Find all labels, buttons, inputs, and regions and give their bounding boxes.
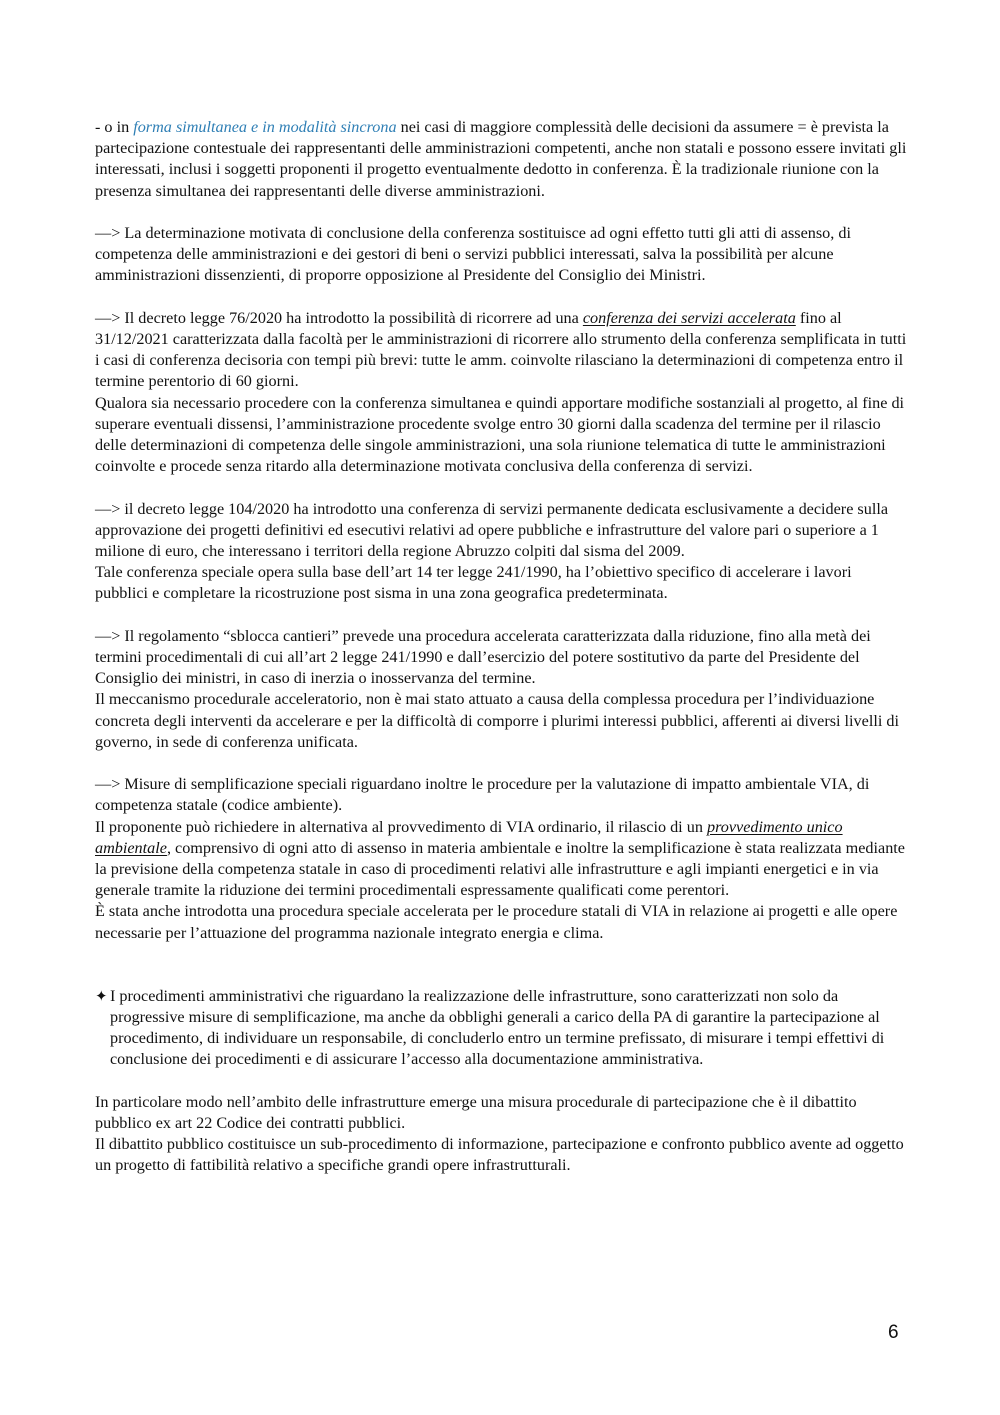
- paragraph-sub-procedimento: Il dibattito pubblico costituisce un sub-procedimento di informazione, partecipazione e confronto pubblico avente ad oggetto un progetto di fattibilità relativo a specifiche grandi opere infrastrutturali.: [95, 1135, 904, 1175]
- paragraph-dl-104-2020: —> il decreto legge 104/2020 ha introdotto una conferenza di servizi permanente dedicata esclusivamente a decidere sulla approvazione dei progetti definitivi ed esecutivi relativi ad opere pubbliche e infrastrutture del valore pari o superiore a 1 milione di euro, che interessano i territori della regione Abruzzo colpiti dal sisma del 2009.: [95, 499, 889, 561]
- page-number: 6: [888, 1322, 899, 1343]
- paragraph-forma-simultanea: - o in forma simultanea e in modalità sincrona nei casi di maggiore complessità delle decisioni da assumere = è prevista la partecipazione contestuale dei rappresentanti delle amministrazioni competenti, anche non statali e possono essere invitati gli interessati, inclusi i soggetti proponenti il progetto eventualmente dedotto in conferenza. È la tradizionale riunione con la presenza simultanea dei rappresentanti delle diverse amministrazioni.: [95, 118, 907, 200]
- paragraph-misure-via: —> Misure di semplificazione speciali riguardano inoltre le procedure per la valutazione di impatto ambientale VIA, di competenza statale (codice ambiente).: [95, 775, 870, 815]
- paragraph-dl-76-2020: —> Il decreto legge 76/2020 ha introdotto la possibilità di ricorrere ad una conferenza dei servizi accelerata fino al 31/12/2021 caratterizzata dalla facoltà per le amministrazioni di ricorrere allo strumento della conferenza semplificata in tutti i casi di conferenza decisoria con tempi più brevi: tutte le amm. coinvolte rilasciano la determinazioni di competenza entro il termine perentorio di 60 giorni.: [95, 308, 907, 391]
- emphasis-provvedimento-unico: provvedimento unico ambientale: [95, 817, 843, 857]
- paragraph-procedura-speciale: È stata anche introdotta una procedura speciale accelerata per le procedure statali di VIA in relazione ai progetti e alle opere necessarie per l’attuazione del programma nazionale integrato energia e clima.: [95, 902, 898, 942]
- paragraph-conferenza-simultanea: Qualora sia necessario procedere con la conferenza simultanea e quindi apportare modifiche sostanziali al progetto, al fine di superare eventuali dissensi, l’amministrazione procedente svolge entro 30 giorni dalla scadenza del termine per il rilascio delle determinazioni di competenza delle singole amministrazioni, una sola riunione telematica di tutte le amministrazioni coinvolte e procede senza ritardo alla determinazione motivata conclusiva della conferenza di servizi.: [95, 393, 905, 476]
- document-body: [95, 117, 907, 1177]
- paragraph-provvedimento-unico: Il proponente può richiedere in alternativa al provvedimento di VIA ordinario, il rilascio di un provvedimento unico ambientale, comprensivo di ogni atto di assenso in materia ambientale e inoltre la semplificazione è stata realizzata mediante la previsione della competenza statale in caso di procedimenti relativi alle infrastrutture e agli impianti energetici e in via generale tramite la riduzione dei termini procedimentali espressamente qualificati come perentori.: [95, 817, 905, 900]
- bullet-procedimenti: ✦ I procedimenti amministrativi che riguardano la realizzazione delle infrastrutture, sono caratterizzati non solo da progressive misure di semplificazione, ma anche da obblighi generali a carico della PA di garantire la partecipazione al procedimento, di individuare un responsabile, di concluderlo entro un termine prefissato, di misurare i tempi effettivi di conclusione dei procedimenti e di assicurare l’accesso alla documentazione amministrativa.: [95, 986, 885, 1069]
- emphasis-conferenza-accelerata: conferenza dei servizi accelerata: [582, 308, 796, 327]
- paragraph-meccanismo: Il meccanismo procedurale acceleratorio, non è mai stato attuato a causa della complessa procedura per l’individuazione concreta degli interventi da accelerare e per la difficoltà di comporre i plurimi interessi pubblici, afferenti ai diversi livelli di governo, in sede di conferenza unificata.: [95, 690, 899, 751]
- paragraph-determinazione: —> La determinazione motivata di conclusione della conferenza sostituisce ad ogni effetto tutti gli atti di assenso, di competenza delle amministrazioni e dei gestori di beni o servizi pubblici interessati, salva la possibilità per alcune amministrazioni dissenzienti, di proporre opposizione al Presidente del Consiglio dei Ministri.: [95, 224, 851, 285]
- paragraph-sblocca-cantieri: —> Il regolamento “sblocca cantieri” prevede una procedura accelerata caratterizzata dalla riduzione, fino alla metà dei termini procedimentali di cui all’art 2 legge 241/1990 e dall’esercizio del potere sostitutivo da parte del Presidente del Consiglio dei ministri, in caso di inerzia o inosservanza del termine.: [95, 626, 871, 688]
- paragraph-dibattito-pubblico: In particolare modo nell’ambito delle infrastrutture emerge una misura procedurale di partecipazione che è il dibattito pubblico ex art 22 Codice dei contratti pubblici.: [95, 1092, 857, 1133]
- highlight-forma-simultanea: forma simultanea e in modalità sincrona: [133, 118, 397, 136]
- star-bullet-icon: ✦: [95, 986, 108, 1005]
- paragraph-conferenza-speciale: Tale conferenza speciale opera sulla base dell’art 14 ter legge 241/1990, ha l’obiettivo specifico di accelerare i lavori pubblici e completare la ricostruzione post sisma in una zona geografica predeterminata.: [95, 563, 852, 603]
